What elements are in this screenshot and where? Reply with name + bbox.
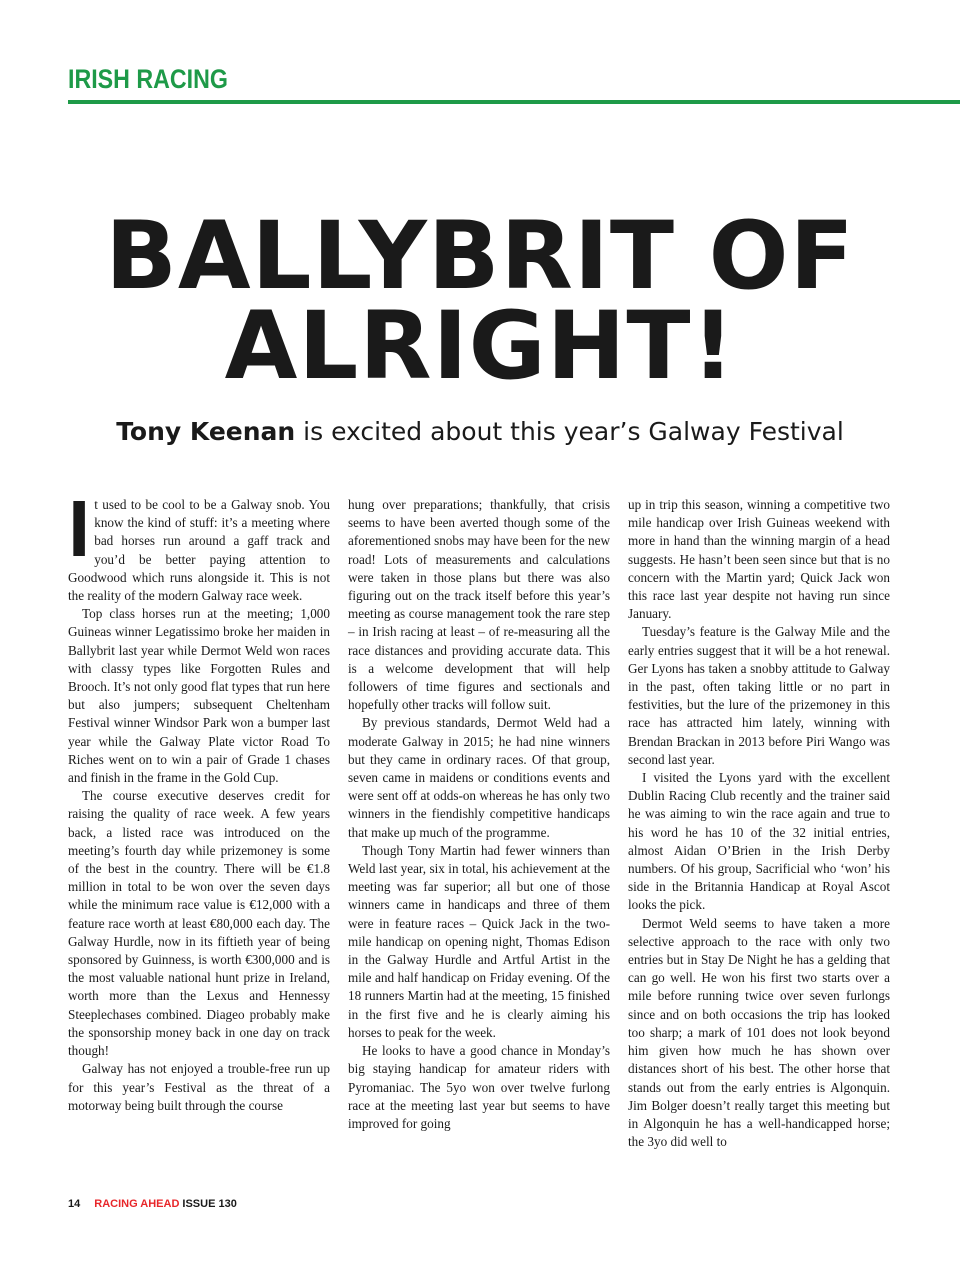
article-paragraph: He looks to have a good chance in Monday’s big staying handicap for amateur riders with Pyromaniac. The 5yo won over twelve furlong race at the meeting last year but seems to have improved for going: [348, 1043, 610, 1131]
page-footer: [68, 1198, 237, 1210]
author-name: Tony Keenan: [116, 417, 296, 446]
article-paragraph: By previous standards, Dermot Weld had a moderate Galway in 2015; he had nine winners but they came in ordinary races. Of that group, seven came in maidens or conditions events and were sent off at odds-on whereas he has only two winners in the fiendishly competitive handicaps that make up much of the programme.: [348, 715, 610, 840]
page-number: 14: [68, 1198, 81, 1210]
article-paragraph: I visited the Lyons yard with the excellent Dublin Racing Club recently and the trainer said he was aiming to win the race again and true to his word he has 10 of the 32 initial entries, almost Aidan O’Brien in the Irish Derby numbers. Of his group, Sacrificial who ‘won’ his side in the Britannia Handicap at Royal Ascot looks the pick.: [628, 770, 890, 913]
article-paragraph: Dermot Weld seems to have taken a more selective approach to the race with only two entries but in Stay De Night he has a gelding that can go well. He won his first two starts over a mile before running twice over seven furlongs since and on both occasions the trip has looked too sharp; a mark of 101 does not look beyond him given how much he has shown over distances short of his best. The other horse that stands out from the early entries is Algonquin. Jim Bolger doesn’t really target this meeting but in Algonquin he has a well-handicapped horse; the 3yo did well to: [628, 915, 890, 1150]
article-column-3: [628, 496, 890, 1151]
section-divider: [68, 100, 960, 104]
article-paragraph: The course executive deserves credit for raising the quality of race week. A few years back, a listed race was introduced on the meeting’s fourth day while prizemoney is some of the best in the country. There will be €1.8 million in total to be won over the seven days while the minimum race value is €12,000 with a feature race worth at least €80,000 each day. The Galway Hurdle, now in its fiftieth year of being sponsored by Guinness, is worth €300,000 and is the most valuable national hunt prize in Ireland, worth more than the Lexus and Hennessy Steeplechases combined. Diageo probably make the sponsorship money back in one day on track though!: [68, 788, 330, 1059]
headline-line-2: ALRIGHT!: [224, 292, 736, 401]
article-paragraph: hung over preparations; thankfully, that crisis seems to have been averted though some of the aforementioned snobs may have been for the new road! Lots of measurements and calculations were taken in those plans but there was also figuring out on the track itself before this year’s meeting as course management took the rare step – in Irish racing at least – of re-measuring all the race distances and providing accurate data. This is a welcome development that will help followers of time figures and sectionals and hopefully other tracks will follow suit.: [348, 497, 610, 713]
section-label: IRISH RACING: [68, 64, 228, 94]
drop-cap: I: [68, 484, 91, 573]
article-paragraph: [68, 484, 330, 605]
headline: [0, 202, 960, 401]
article-paragraph: up in trip this season, winning a competitive two mile handicap over Irish Guineas weekend with more in hand than the winning margin of a head suggests. He hasn’t been seen since but that is no concern with the Martin yard; Quick Jack won this race last year despite not having run since January.: [628, 497, 890, 622]
article-paragraph: Galway has not enjoyed a trouble-free run up for this year’s Festival as the threat of a motorway being built through the course: [68, 1061, 330, 1113]
paragraph-text: t used to be cool to be a Galway snob. You know the kind of stuff: it’s a meeting where bad horses run around a gaff track and you’d be better paying attention to Goodwood which runs alongside it. This is not the reality of the modern Galway race week.: [68, 497, 330, 604]
issue-number: ISSUE 130: [182, 1198, 237, 1210]
headline-line-1: BALLYBRIT OF: [105, 202, 855, 311]
magazine-name: RACING AHEAD: [94, 1198, 180, 1210]
article-column-1: [68, 484, 330, 1115]
article-paragraph: Though Tony Martin had fewer winners than Weld last year, six in total, his achievement at the meeting was far superior; all but one of those winners came in handicaps and three of them were in feature races – Quick Jack in the two-mile handicap on opening night, Thomas Edison in the Galway Hurdle and Artful Artist in the mile and half handicap on Friday evening. Of the 18 runners Martin had at the meeting, 15 finished in the first five and he is clearly aiming his horses to peak for the week.: [348, 842, 610, 1040]
standfirst: [0, 414, 960, 450]
standfirst-text: is excited about this year’s Galway Festival: [295, 417, 844, 446]
article-paragraph: Top class horses run at the meeting; 1,000 Guineas winner Legatissimo broke her maiden in Ballybrit last year while Dermot Weld won races with classy types like Forgotten Rules and Brooch. It’s not only good flat types that run here but also jumpers; subsequent Cheltenham Festival winner Windsor Park won a bumper last year while the Galway Plate victor Road To Riches went on to win a pair of Grade 1 chases and finish in the frame in the Gold Cup.: [68, 606, 330, 786]
article-paragraph: Tuesday’s feature is the Galway Mile and the early entries suggest that it will be a hot renewal. Ger Lyons has taken a snobby attitude to Galway in the past, often taking little or no part in festivities, but the lure of the prizemoney in this race has attracted him lately, winning with Brendan Brackan in 2013 before Piri Wango was second last year.: [628, 624, 890, 767]
article-column-2: [348, 496, 610, 1133]
